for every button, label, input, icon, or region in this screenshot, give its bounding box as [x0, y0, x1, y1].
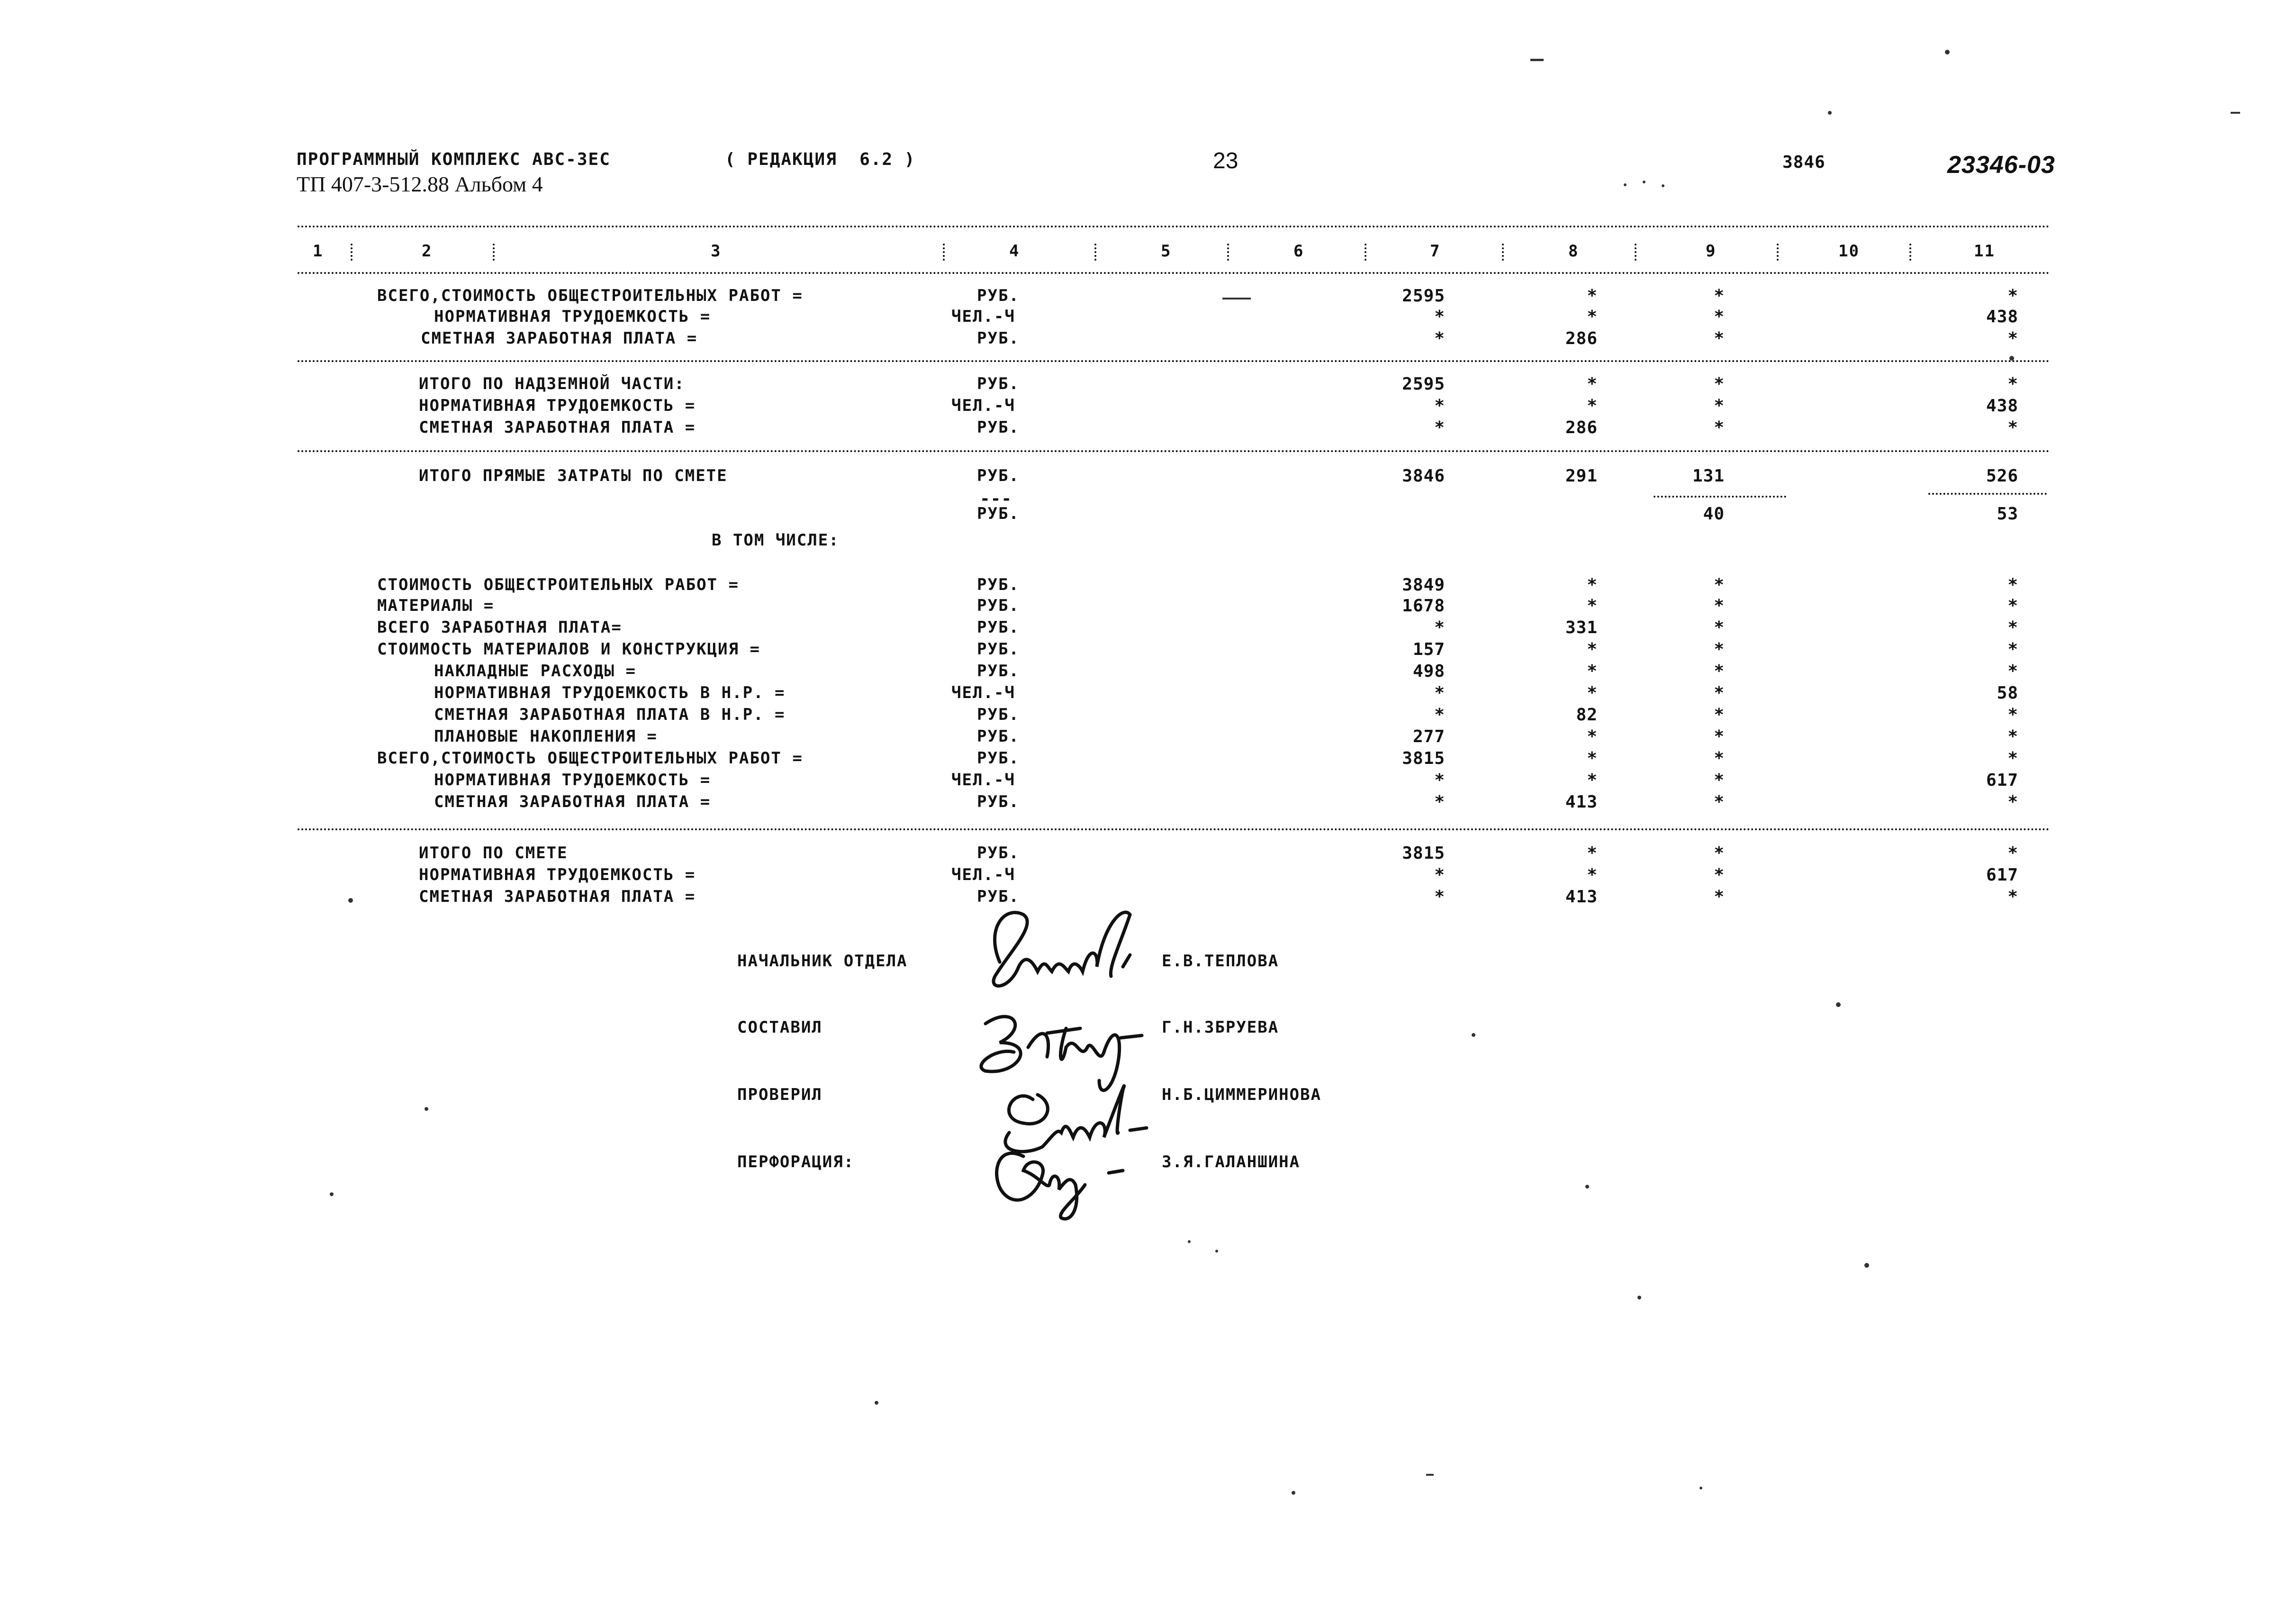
row-value-c8: * — [1587, 396, 1598, 416]
row-value-c7: * — [1434, 771, 1445, 790]
row-value-c11: * — [2007, 575, 2018, 595]
row-value-c11: * — [2007, 640, 2018, 659]
row-value-c11: * — [2007, 749, 2018, 768]
row-label: ИТОГО ПО НАДЗЕМНОЙ ЧАСТИ: — [419, 374, 685, 393]
row-value-c11: * — [2007, 286, 2018, 306]
row-label: ВСЕГО,СТОИМОСТЬ ОБЩЕСТРОИТЕЛЬНЫХ РАБОТ = — [377, 749, 803, 768]
row-unit: РУБ. — [977, 374, 1020, 393]
row-value-c8: * — [1587, 307, 1598, 327]
row-value-c8: * — [1587, 596, 1598, 616]
row-value-c7: 3849 — [1402, 575, 1445, 595]
signature-role: ПЕРФОРАЦИЯ: — [737, 1153, 855, 1171]
row-unit: РУБ. — [977, 662, 1020, 681]
column-header-9: 9 — [1706, 242, 1717, 261]
row-label: ПЛАНОВЫЕ НАКОПЛЕНИЯ = — [434, 727, 658, 746]
section-label: В ТОМ ЧИСЛЕ: — [712, 531, 840, 550]
row-label: СТОИМОСТЬ МАТЕРИАЛОВ И КОНСТРУКЦИЯ = — [377, 640, 760, 659]
signature-role: НАЧАЛЬНИК ОТДЕЛА — [737, 952, 908, 971]
column-header-1: 1 — [313, 242, 324, 261]
column-header-11: 11 — [1974, 242, 1995, 261]
row-unit: ЧЕЛ.-Ч — [951, 307, 1015, 326]
row-value-c8: * — [1587, 374, 1598, 394]
row-value-c8: 291 — [1565, 466, 1598, 486]
row-value-c7: 3815 — [1402, 749, 1445, 768]
row-label: НОРМАТИВНАЯ ТРУДОЕМКОСТЬ = — [434, 771, 711, 790]
row-value-c11: 53 — [1997, 504, 2018, 524]
row-value-c8: 286 — [1565, 329, 1598, 348]
row-value-c8: * — [1587, 844, 1598, 863]
column-header-8: 8 — [1568, 242, 1579, 261]
row-value-c9: * — [1714, 396, 1725, 416]
signature-name: Е.В.ТЕПЛОВА — [1162, 952, 1279, 971]
row-value-c9: * — [1714, 662, 1725, 681]
column-header-3: 3 — [711, 242, 722, 261]
page-number: 23 — [1213, 148, 1238, 173]
row-unit: РУБ. — [977, 844, 1020, 863]
row-value-c7: * — [1434, 418, 1445, 437]
row-label: МАТЕРИАЛЫ = — [377, 596, 495, 615]
row-unit: ЧЕЛ.-Ч — [951, 865, 1015, 884]
row-unit: РУБ. — [977, 640, 1020, 659]
row-value-c8: * — [1587, 640, 1598, 659]
row-value-c8: * — [1587, 771, 1598, 790]
row-unit: РУБ. — [977, 575, 1020, 594]
row-unit: РУБ. — [977, 418, 1020, 437]
row-value-c8: 331 — [1565, 618, 1598, 637]
row-label: СМЕТНАЯ ЗАРАБОТНАЯ ПЛАТА = — [421, 329, 698, 348]
row-value-c11: 58 — [1997, 683, 2018, 703]
column-header-2: 2 — [422, 242, 433, 261]
row-value-c11: * — [2007, 374, 2018, 394]
row-value-c8: * — [1587, 865, 1598, 885]
row-unit: ЧЕЛ.-Ч — [951, 396, 1015, 415]
row-value-c11: 526 — [1986, 466, 2018, 486]
row-label: СМЕТНАЯ ЗАРАБОТНАЯ ПЛАТА = — [419, 418, 696, 437]
row-value-c9: * — [1714, 374, 1725, 394]
row-label: НОРМАТИВНАЯ ТРУДОЕМКОСТЬ = — [434, 307, 711, 326]
row-value-c7: 1678 — [1402, 596, 1445, 616]
edition: ( РЕДАКЦИЯ 6.2 ) — [725, 150, 916, 169]
row-unit: РУБ. — [977, 504, 1020, 523]
row-value-c9: * — [1714, 749, 1725, 768]
row-value-c11: * — [2007, 887, 2018, 907]
row-value-c11: 617 — [1986, 771, 2018, 790]
row-value-c8: 82 — [1576, 705, 1598, 725]
row-label: ИТОГО ПО СМЕТЕ — [419, 844, 568, 863]
row-label: НАКЛАДНЫЕ РАСХОДЫ = — [434, 662, 636, 681]
row-unit: РУБ. — [977, 466, 1020, 485]
signature-name: Г.Н.ЗБРУЕВА — [1162, 1018, 1279, 1037]
row-value-c9: * — [1714, 640, 1725, 659]
program-name: ПРОГРАММНЫЙ КОМПЛЕКС АВС-3ЕС — [297, 150, 611, 169]
column-header-4: 4 — [1009, 242, 1020, 261]
row-unit: ЧЕЛ.-Ч — [951, 771, 1015, 790]
column-header-5: 5 — [1161, 242, 1172, 261]
dash-mark: --- — [980, 489, 1012, 508]
row-value-c7: * — [1434, 792, 1445, 812]
column-header-7: 7 — [1430, 242, 1441, 261]
row-unit: РУБ. — [977, 749, 1020, 768]
doc-id: ТП 407-3-512.88 Альбом 4 — [297, 172, 543, 196]
row-label: СМЕТНАЯ ЗАРАБОТНАЯ ПЛАТА = — [419, 887, 696, 906]
row-value-c11: 438 — [1986, 396, 2018, 416]
row-value-c11: * — [2007, 329, 2018, 348]
row-value-c11: * — [2007, 844, 2018, 863]
row-value-c9: 131 — [1692, 466, 1725, 486]
row-label: НОРМАТИВНАЯ ТРУДОЕМКОСТЬ = — [419, 396, 696, 415]
row-unit: РУБ. — [977, 596, 1020, 615]
row-value-c7: * — [1434, 396, 1445, 416]
row-value-c9: * — [1714, 865, 1725, 885]
row-unit: РУБ. — [977, 727, 1020, 746]
row-value-c9: * — [1714, 792, 1725, 812]
signature-role: СОСТАВИЛ — [737, 1018, 823, 1037]
row-value-c7: 157 — [1412, 640, 1445, 659]
row-label: НОРМАТИВНАЯ ТРУДОЕМКОСТЬ = — [419, 865, 696, 884]
row-label: ВСЕГО,СТОИМОСТЬ ОБЩЕСТРОИТЕЛЬНЫХ РАБОТ = — [377, 286, 803, 305]
row-value-c9: * — [1714, 286, 1725, 306]
row-value-c8: * — [1587, 662, 1598, 681]
row-value-c7: * — [1434, 683, 1445, 703]
row-unit: РУБ. — [977, 286, 1020, 305]
row-value-c9: * — [1714, 596, 1725, 616]
row-value-c7: * — [1434, 618, 1445, 637]
row-value-c11: * — [2007, 618, 2018, 637]
row-value-c7: 3846 — [1402, 466, 1445, 486]
row-value-c8: * — [1587, 683, 1598, 703]
row-unit: РУБ. — [977, 887, 1020, 906]
row-label: НОРМАТИВНАЯ ТРУДОЕМКОСТЬ В Н.Р. = — [434, 683, 786, 702]
signature-name: Н.Б.ЦИММЕРИНОВА — [1162, 1085, 1322, 1104]
row-value-c11: * — [2007, 727, 2018, 746]
row-value-c7: * — [1434, 705, 1445, 725]
row-value-c9: * — [1714, 418, 1725, 437]
row-value-c7: 2595 — [1402, 286, 1445, 306]
row-value-c9: * — [1714, 771, 1725, 790]
row-value-c8: 413 — [1565, 887, 1598, 907]
row-value-c11: 617 — [1986, 865, 2018, 885]
row-value-c7: 277 — [1412, 727, 1445, 746]
row-unit: РУБ. — [977, 329, 1020, 348]
row-label: ИТОГО ПРЯМЫЕ ЗАТРАТЫ ПО СМЕТЕ — [419, 466, 728, 485]
signature-name: З.Я.ГАЛАНШИНА — [1162, 1153, 1301, 1171]
row-label: СМЕТНАЯ ЗАРАБОТНАЯ ПЛАТА = — [434, 792, 711, 811]
row-unit: ЧЕЛ.-Ч — [951, 683, 1015, 702]
row-value-c7: * — [1434, 329, 1445, 348]
row-value-c11: * — [2007, 596, 2018, 616]
row-value-c8: * — [1587, 575, 1598, 595]
row-label: ВСЕГО ЗАРАБОТНАЯ ПЛАТА= — [377, 618, 622, 637]
row-unit: РУБ. — [977, 618, 1020, 637]
row-value-c11: * — [2007, 705, 2018, 725]
row-value-c8: * — [1587, 727, 1598, 746]
row-value-c9: * — [1714, 618, 1725, 637]
row-unit: РУБ. — [977, 705, 1020, 724]
row-label: СТОИМОСТЬ ОБЩЕСТРОИТЕЛЬНЫХ РАБОТ = — [377, 575, 739, 594]
row-value-c7: * — [1434, 887, 1445, 907]
row-value-c9: * — [1714, 683, 1725, 703]
row-value-c11: * — [2007, 418, 2018, 437]
row-value-c9: * — [1714, 329, 1725, 348]
row-value-c8: 286 — [1565, 418, 1598, 437]
row-value-c7: * — [1434, 307, 1445, 327]
header-total: 3846 — [1782, 153, 1826, 172]
row-value-c8: * — [1587, 286, 1598, 306]
row-value-c7: 498 — [1412, 662, 1445, 681]
row-value-c11: * — [2007, 792, 2018, 812]
document-code: 23346-03 — [1947, 151, 2055, 179]
row-value-c8: * — [1587, 749, 1598, 768]
row-value-c9: * — [1714, 887, 1725, 907]
signature-role: ПРОВЕРИЛ — [737, 1085, 823, 1104]
row-value-c7: 3815 — [1402, 844, 1445, 863]
row-value-c9: 40 — [1703, 504, 1725, 524]
row-value-c9: * — [1714, 575, 1725, 595]
row-value-c9: * — [1714, 307, 1725, 327]
row-value-c7: * — [1434, 865, 1445, 885]
row-unit: РУБ. — [977, 792, 1020, 811]
row-value-c8: 413 — [1565, 792, 1598, 812]
row-label: СМЕТНАЯ ЗАРАБОТНАЯ ПЛАТА В Н.Р. = — [434, 705, 786, 724]
row-value-c9: * — [1714, 705, 1725, 725]
row-value-c9: * — [1714, 844, 1725, 863]
row-value-c11: * — [2007, 662, 2018, 681]
row-value-c7: 2595 — [1402, 374, 1445, 394]
column-header-10: 10 — [1838, 242, 1860, 261]
row-value-c11: 438 — [1986, 307, 2018, 327]
column-header-6: 6 — [1293, 242, 1304, 261]
row-value-c9: * — [1714, 727, 1725, 746]
